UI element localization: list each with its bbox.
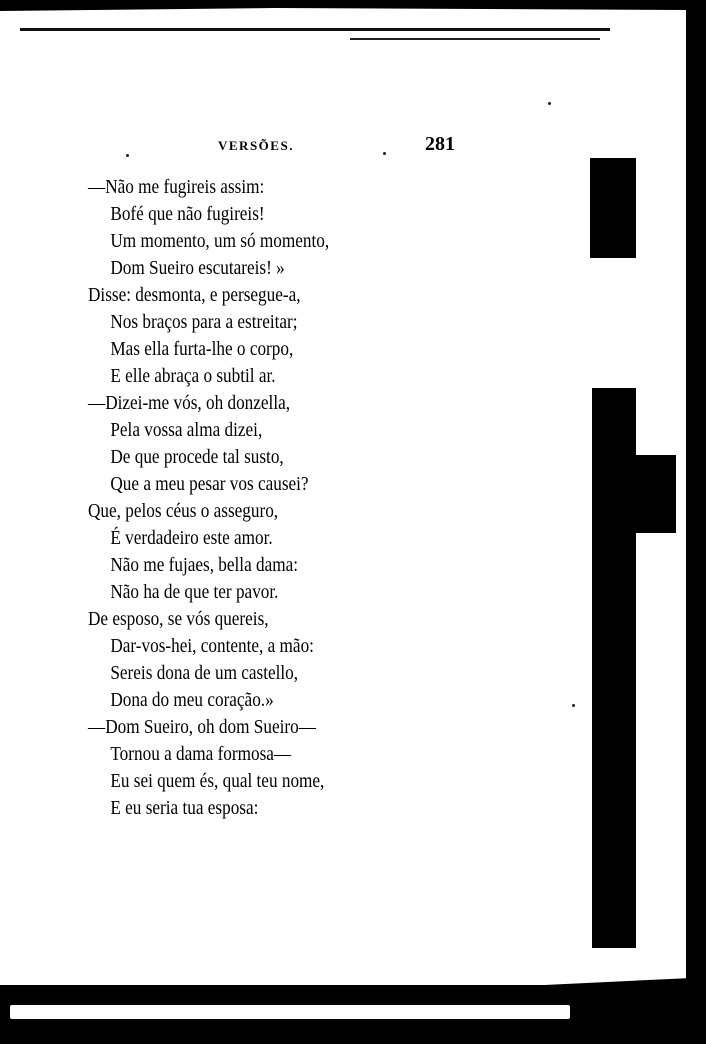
poem-line: Tornou a dama formosa— — [110, 743, 292, 765]
right-edge — [686, 0, 706, 1044]
poem-line: Sereis dona de um castello, — [110, 662, 299, 684]
binding-shadow-1 — [590, 158, 636, 258]
poem-line: É verdadeiro este amor. — [110, 527, 273, 549]
poem-line: E elle abraça o subtil ar. — [110, 365, 276, 387]
poem-line: E eu seria tua esposa: — [110, 797, 259, 819]
poem-line: Dona do meu coração.» — [110, 689, 274, 711]
poem-line: Bofé que não fugireis! — [110, 203, 265, 225]
poem-line: Disse: desmonta, e persegue-a, — [88, 284, 301, 306]
poem-line: Não me fujaes, bella dama: — [110, 554, 299, 576]
poem-line: Mas ella furta-lhe o corpo, — [110, 338, 294, 360]
poem-body — [88, 174, 501, 822]
bottom-paper-edge — [10, 1005, 570, 1019]
scan-speck — [383, 152, 386, 155]
scan-speck — [126, 154, 129, 157]
poem-line: Um momento, um só momento, — [110, 230, 330, 252]
top-scan-edge — [20, 28, 610, 31]
poem-line: Que a meu pesar vos causei? — [110, 473, 309, 495]
binding-shadow-3 — [600, 455, 676, 533]
poem-line: De esposo, se vós quereis, — [88, 608, 269, 630]
poem-line: Não ha de que ter pavor. — [110, 581, 279, 603]
top-scan-edge-2 — [350, 38, 600, 40]
poem-line: —Dom Sueiro, oh dom Sueiro— — [88, 716, 316, 738]
page-number: 281 — [425, 133, 455, 155]
poem-line: —Dizei-me vós, oh donzella, — [88, 392, 291, 414]
running-title: VERSÕES. — [218, 138, 294, 153]
poem-line: Pela vossa alma dizei, — [110, 419, 263, 441]
poem-line: Nos braços para a estreitar; — [110, 311, 298, 333]
poem-line: —Não me fugireis assim: — [88, 176, 265, 198]
scan-speck — [572, 704, 575, 707]
poem-line: De que procede tal susto, — [110, 446, 284, 468]
poem-line: Dom Sueiro escutareis! » — [110, 257, 285, 279]
bottom-scan-edge — [0, 985, 706, 1044]
poem-line: Dar-vos-hei, contente, a mão: — [110, 635, 314, 657]
poem-line: Que, pelos céus o asseguro, — [88, 500, 279, 522]
poem-line: Eu sei quem és, qual teu nome, — [110, 770, 325, 792]
scan-speck — [548, 102, 551, 105]
